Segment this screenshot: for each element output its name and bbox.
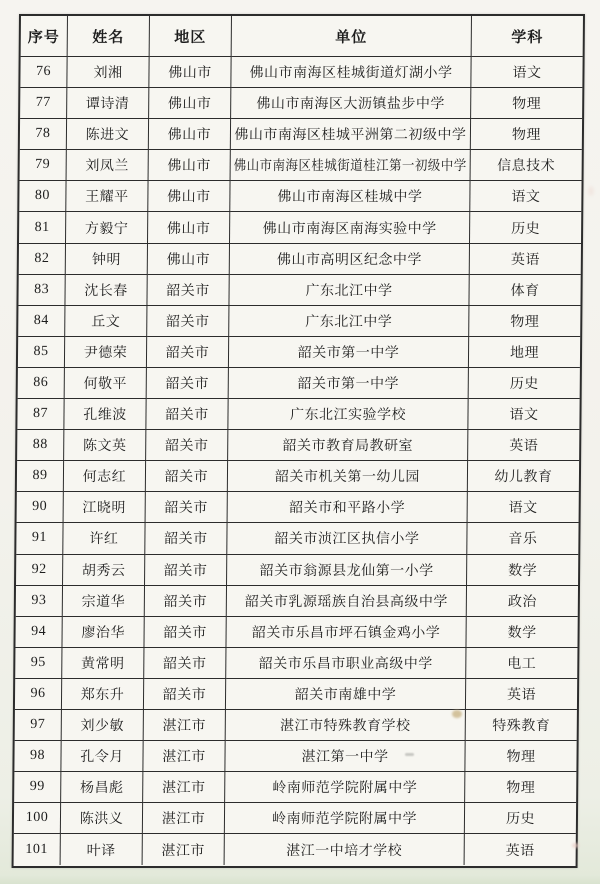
- row-number-cell: 95: [15, 648, 62, 679]
- row-number-cell: 83: [18, 275, 65, 306]
- row-number-cell: 86: [18, 368, 65, 399]
- table-row: [19, 181, 581, 212]
- subject-cell: 英语: [470, 244, 581, 275]
- row-number-cell: 100: [14, 803, 61, 834]
- roster-table: [12, 14, 585, 868]
- region-cell: 韶关市: [146, 430, 228, 461]
- name-cell: 钟明: [66, 244, 148, 275]
- row-number-cell: 84: [18, 306, 65, 337]
- unit-cell: 韶关市乳源瑶族自治县高级中学: [227, 586, 467, 617]
- row-number-cell: 93: [16, 586, 63, 617]
- region-cell: 佛山市: [148, 212, 230, 243]
- region-cell: 韶关市: [144, 648, 226, 679]
- name-cell: 刘湘: [67, 57, 149, 88]
- row-number-cell: 81: [19, 212, 66, 243]
- unit-cell: 韶关市教育局教研室: [228, 430, 468, 461]
- table-row: [20, 57, 582, 88]
- table-row: [17, 492, 579, 523]
- subject-cell: 历史: [470, 212, 581, 243]
- table-header-row: [21, 16, 583, 57]
- subject-cell: 英语: [468, 430, 579, 461]
- subject-cell: 物理: [471, 88, 582, 119]
- region-cell: 韶关市: [147, 275, 229, 306]
- row-number-cell: 77: [20, 88, 67, 119]
- subject-cell: 语文: [471, 57, 582, 88]
- subject-cell: 物理: [469, 306, 580, 337]
- unit-cell: 广东北江中学: [229, 306, 469, 337]
- region-cell: 韶关市: [144, 617, 226, 648]
- name-cell: 陈洪义: [61, 803, 143, 834]
- region-cell: 湛江市: [143, 772, 225, 803]
- row-number-cell: 79: [20, 150, 67, 181]
- region-cell: 湛江市: [143, 803, 225, 834]
- table-row: [15, 617, 577, 648]
- column-header-name: 姓名: [68, 16, 150, 57]
- subject-cell: 政治: [467, 586, 578, 617]
- unit-cell: 韶关市乐昌市坪石镇金鸡小学: [226, 617, 466, 648]
- unit-cell: 韶关市第一中学: [229, 368, 469, 399]
- name-cell: 方毅宁: [66, 212, 148, 243]
- row-number-cell: 99: [14, 772, 61, 803]
- unit-cell: 韶关市南雄中学: [226, 679, 466, 710]
- unit-cell: 湛江第一中学: [225, 741, 465, 772]
- table-row: [20, 119, 582, 150]
- column-header-unit: 单位: [232, 16, 472, 57]
- name-cell: 黄常明: [62, 648, 144, 679]
- unit-cell: 韶关市乐昌市职业高级中学: [226, 648, 466, 679]
- table-row: [16, 555, 578, 586]
- table-row: [14, 772, 576, 803]
- region-cell: 韶关市: [146, 399, 228, 430]
- subject-cell: 英语: [466, 679, 577, 710]
- subject-cell: 语文: [470, 181, 581, 212]
- table-row: [14, 803, 576, 834]
- name-cell: 杨昌彪: [61, 772, 143, 803]
- table-row: [19, 244, 581, 275]
- region-cell: 佛山市: [149, 150, 231, 181]
- subject-cell: 物理: [471, 119, 582, 150]
- table-row: [18, 337, 580, 368]
- name-cell: 沈长春: [65, 275, 147, 306]
- region-cell: 佛山市: [149, 57, 231, 88]
- name-cell: 廖治华: [62, 617, 144, 648]
- row-number-cell: 91: [16, 523, 63, 554]
- region-cell: 佛山市: [148, 244, 230, 275]
- region-cell: 佛山市: [148, 181, 230, 212]
- region-cell: 佛山市: [149, 88, 231, 119]
- region-cell: 佛山市: [149, 119, 231, 150]
- name-cell: 王耀平: [66, 181, 148, 212]
- subject-cell: 物理: [465, 772, 576, 803]
- row-number-cell: 85: [18, 337, 65, 368]
- region-cell: 韶关市: [145, 586, 227, 617]
- unit-cell: 湛江一中培才学校: [225, 834, 465, 865]
- unit-cell: 韶关市第一中学: [229, 337, 469, 368]
- unit-cell: 韶关市浈江区执信小学: [227, 523, 467, 554]
- name-cell: 丘文: [65, 306, 147, 337]
- region-cell: 韶关市: [145, 555, 227, 586]
- name-cell: 胡秀云: [63, 555, 145, 586]
- name-cell: 江晓明: [64, 492, 146, 523]
- unit-cell: 岭南师范学院附属中学: [225, 803, 465, 834]
- table-row: [16, 586, 578, 617]
- column-header-subject: 学科: [472, 16, 583, 57]
- table-body: [14, 57, 583, 865]
- region-cell: 韶关市: [145, 523, 227, 554]
- subject-cell: 幼儿教育: [468, 461, 579, 492]
- column-header-no: 序号: [21, 16, 68, 57]
- name-cell: 孔维波: [64, 399, 146, 430]
- row-number-cell: 97: [15, 710, 62, 741]
- unit-cell: 湛江市特殊教育学校: [226, 710, 466, 741]
- row-number-cell: 82: [19, 244, 66, 275]
- table-row: [19, 212, 581, 243]
- table-row: [14, 834, 576, 865]
- region-cell: 韶关市: [147, 306, 229, 337]
- name-cell: 刘少敏: [62, 710, 144, 741]
- row-number-cell: 89: [17, 461, 64, 492]
- name-cell: 许红: [63, 523, 145, 554]
- row-number-cell: 80: [19, 181, 66, 212]
- region-cell: 韶关市: [146, 461, 228, 492]
- scan-stain: [588, 186, 594, 196]
- row-number-cell: 90: [17, 492, 64, 523]
- region-cell: 湛江市: [143, 834, 225, 865]
- row-number-cell: 96: [15, 679, 62, 710]
- table-row: [20, 150, 582, 181]
- table-row: [17, 461, 579, 492]
- unit-cell: 佛山市南海区桂城街道灯湖小学: [231, 57, 471, 88]
- name-cell: 刘凤兰: [67, 150, 149, 181]
- unit-cell: 岭南师范学院附属中学: [225, 772, 465, 803]
- table-row: [16, 523, 578, 554]
- table-row: [15, 679, 577, 710]
- region-cell: 湛江市: [143, 741, 225, 772]
- subject-cell: 信息技术: [471, 150, 582, 181]
- name-cell: 尹德荣: [65, 337, 147, 368]
- region-cell: 韶关市: [147, 337, 229, 368]
- row-number-cell: 94: [15, 617, 62, 648]
- subject-cell: 语文: [468, 399, 579, 430]
- table-row: [18, 306, 580, 337]
- unit-cell: 佛山市南海区桂城中学: [230, 181, 470, 212]
- unit-cell: 佛山市南海区大沥镇盐步中学: [231, 88, 471, 119]
- name-cell: 孔令月: [61, 741, 143, 772]
- name-cell: 叶译: [61, 834, 143, 865]
- subject-cell: 历史: [469, 368, 580, 399]
- subject-cell: 数学: [466, 617, 577, 648]
- table-row: [18, 275, 580, 306]
- unit-cell: 佛山市南海区桂城街道桂江第一初级中学: [231, 150, 471, 181]
- table-row: [15, 648, 577, 679]
- row-number-cell: 92: [16, 555, 63, 586]
- row-number-cell: 78: [20, 119, 67, 150]
- name-cell: 何敬平: [65, 368, 147, 399]
- row-number-cell: 87: [17, 399, 64, 430]
- unit-cell: 佛山市南海区南海实验中学: [230, 212, 470, 243]
- name-cell: 何志红: [64, 461, 146, 492]
- row-number-cell: 98: [14, 741, 61, 772]
- unit-cell: 佛山市南海区桂城平洲第二初级中学: [231, 119, 471, 150]
- subject-cell: 音乐: [467, 523, 578, 554]
- subject-cell: 特殊教育: [466, 710, 577, 741]
- row-number-cell: 101: [14, 834, 61, 865]
- name-cell: 宗道华: [63, 586, 145, 617]
- subject-cell: 数学: [467, 555, 578, 586]
- table-row: [18, 368, 580, 399]
- subject-cell: 物理: [465, 741, 576, 772]
- unit-cell: 广东北江实验学校: [228, 399, 468, 430]
- table-row: [20, 88, 582, 119]
- unit-cell: 韶关市机关第一幼儿园: [228, 461, 468, 492]
- column-header-region: 地区: [150, 16, 232, 57]
- unit-cell: 广东北江中学: [229, 275, 469, 306]
- row-number-cell: 88: [17, 430, 64, 461]
- row-number-cell: 76: [20, 57, 67, 88]
- subject-cell: 历史: [465, 803, 576, 834]
- table-row: [15, 710, 577, 741]
- subject-cell: 英语: [505, 843, 535, 859]
- subject-cell: 电工: [466, 648, 577, 679]
- unit-cell: 佛山市高明区纪念中学: [230, 244, 470, 275]
- region-cell: 韶关市: [144, 679, 226, 710]
- subject-cell: 地理: [469, 337, 580, 368]
- table-row: [17, 430, 579, 461]
- subject-cell: 语文: [468, 492, 579, 523]
- table-row: [17, 399, 579, 430]
- name-cell: 陈文英: [64, 430, 146, 461]
- region-cell: 湛江市: [144, 710, 226, 741]
- region-cell: 韶关市: [147, 368, 229, 399]
- subject-cell: 体育: [469, 275, 580, 306]
- name-cell: 陈进文: [67, 119, 149, 150]
- name-cell: 谭诗清: [67, 88, 149, 119]
- unit-cell: 韶关市翁源县龙仙第一小学: [227, 555, 467, 586]
- region-cell: 韶关市: [146, 492, 228, 523]
- table-row: [14, 741, 576, 772]
- unit-cell: 韶关市和平路小学: [228, 492, 468, 523]
- name-cell: 郑东升: [62, 679, 144, 710]
